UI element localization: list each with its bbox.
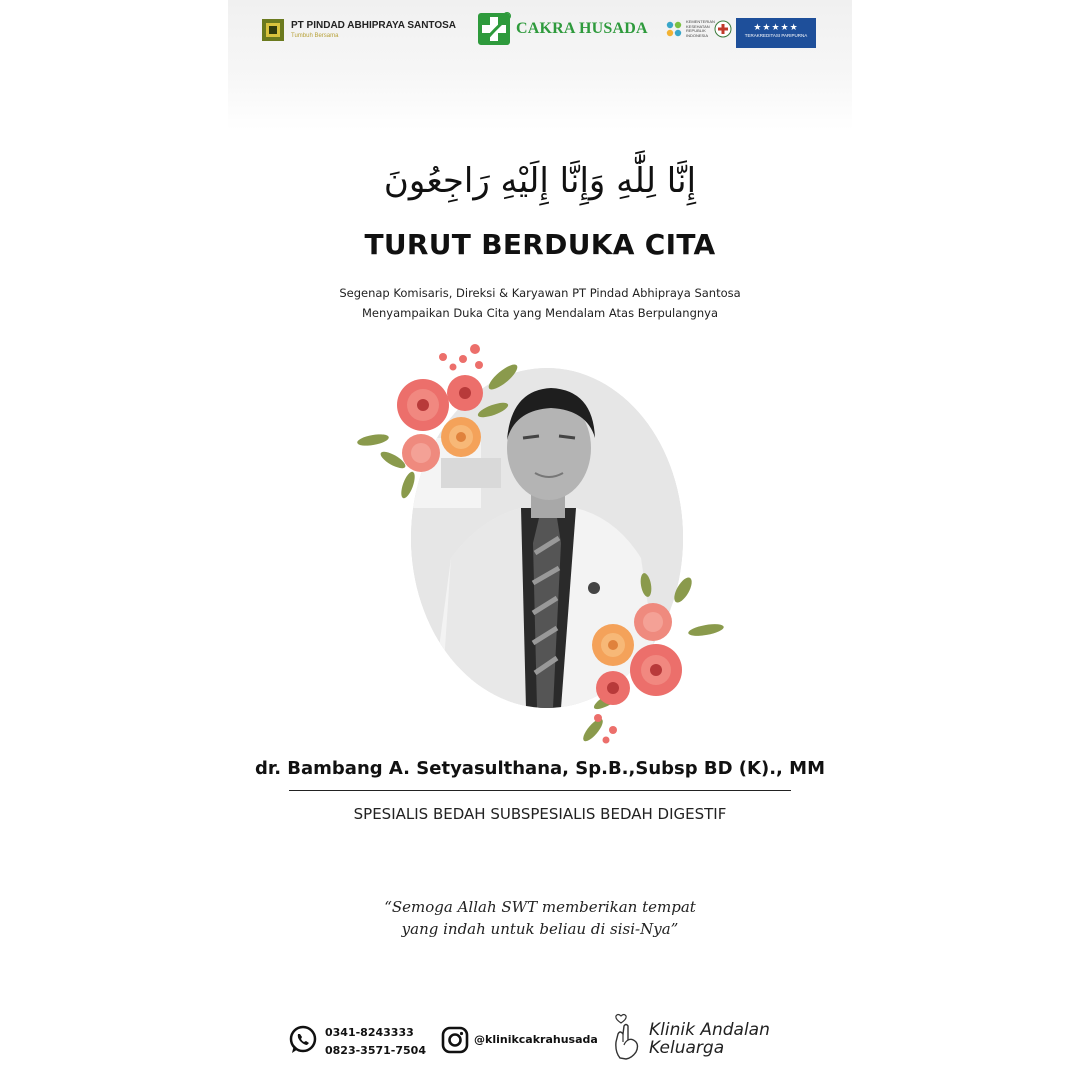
whatsapp-icon bbox=[288, 1025, 318, 1055]
page-title: TURUT BERDUKA CITA bbox=[364, 228, 716, 261]
tagline-line-1: Klinik Andalan bbox=[649, 1020, 770, 1040]
quote-line-1: “Semoga Allah SWT memberikan tempat bbox=[384, 898, 696, 916]
floral-decoration-top bbox=[353, 335, 523, 505]
pindad-company-name: PT PINDAD ABHIPRAYA SANTOSA bbox=[291, 20, 457, 31]
condolence-poster bbox=[228, 0, 852, 1080]
floral-decoration-bottom bbox=[558, 570, 728, 745]
finger-heart-icon bbox=[612, 1012, 644, 1062]
prayer-quote bbox=[228, 896, 852, 940]
name-divider bbox=[289, 790, 791, 791]
clinic-tagline bbox=[649, 1021, 770, 1057]
pindad-logo-icon bbox=[262, 19, 284, 41]
phone-number-2: 0823-3571-7504 bbox=[325, 1044, 426, 1057]
kemenkes-logo bbox=[664, 19, 732, 39]
kemenkes-logo-icon bbox=[664, 19, 684, 39]
kars-accreditation-badge bbox=[736, 18, 816, 48]
quote-line-2: yang indah untuk beliau di sisi-Nya” bbox=[401, 920, 679, 938]
subtitle-line-1: Segenap Komisaris, Direksi & Karyawan PT Pindad Abhipraya Santosa bbox=[339, 286, 741, 300]
footer-contact bbox=[228, 1010, 852, 1070]
accreditation-seal-icon bbox=[714, 20, 732, 38]
subtitle bbox=[228, 283, 852, 323]
arabic-calligraphy bbox=[378, 142, 702, 212]
pindad-tagline: Tumbuh Bersama bbox=[291, 33, 339, 39]
arabic-calligraphy-text: إِنَّا لِلَّٰهِ وَإِنَّا إِلَيْهِ رَاجِعُونَ bbox=[383, 161, 697, 201]
cakra-husada-name: CAKRA HUSADA bbox=[516, 20, 648, 37]
pindad-logo bbox=[262, 16, 456, 44]
instagram-icon bbox=[441, 1026, 469, 1054]
cakra-husada-logo bbox=[475, 10, 648, 48]
tagline-line-2: Keluarga bbox=[649, 1038, 725, 1058]
cakra-husada-logo-icon bbox=[475, 10, 513, 48]
kemenkes-text: KEMENTERIAN KESEHATAN REPUBLIK INDONESIA bbox=[686, 19, 715, 38]
instagram-handle: @klinikcakrahusada bbox=[474, 1033, 598, 1046]
header-logo-band bbox=[228, 0, 852, 130]
subtitle-line-2: Menyampaikan Duka Cita yang Mendalam Atas Berpulangnya bbox=[361, 306, 719, 320]
phone-numbers bbox=[325, 1024, 426, 1060]
kars-stars: ★★★★★ bbox=[753, 22, 799, 32]
doctor-specialty: SPESIALIS BEDAH SUBSPESIALIS BEDAH DIGESTIF bbox=[353, 805, 727, 823]
doctor-name: dr. Bambang A. Setyasulthana, Sp.B.,Subsp BD (K)., MM bbox=[255, 758, 825, 779]
kars-label: TERAKREDITASI PARIPURNA bbox=[744, 33, 808, 38]
phone-number-1: 0341-8243333 bbox=[325, 1026, 414, 1039]
